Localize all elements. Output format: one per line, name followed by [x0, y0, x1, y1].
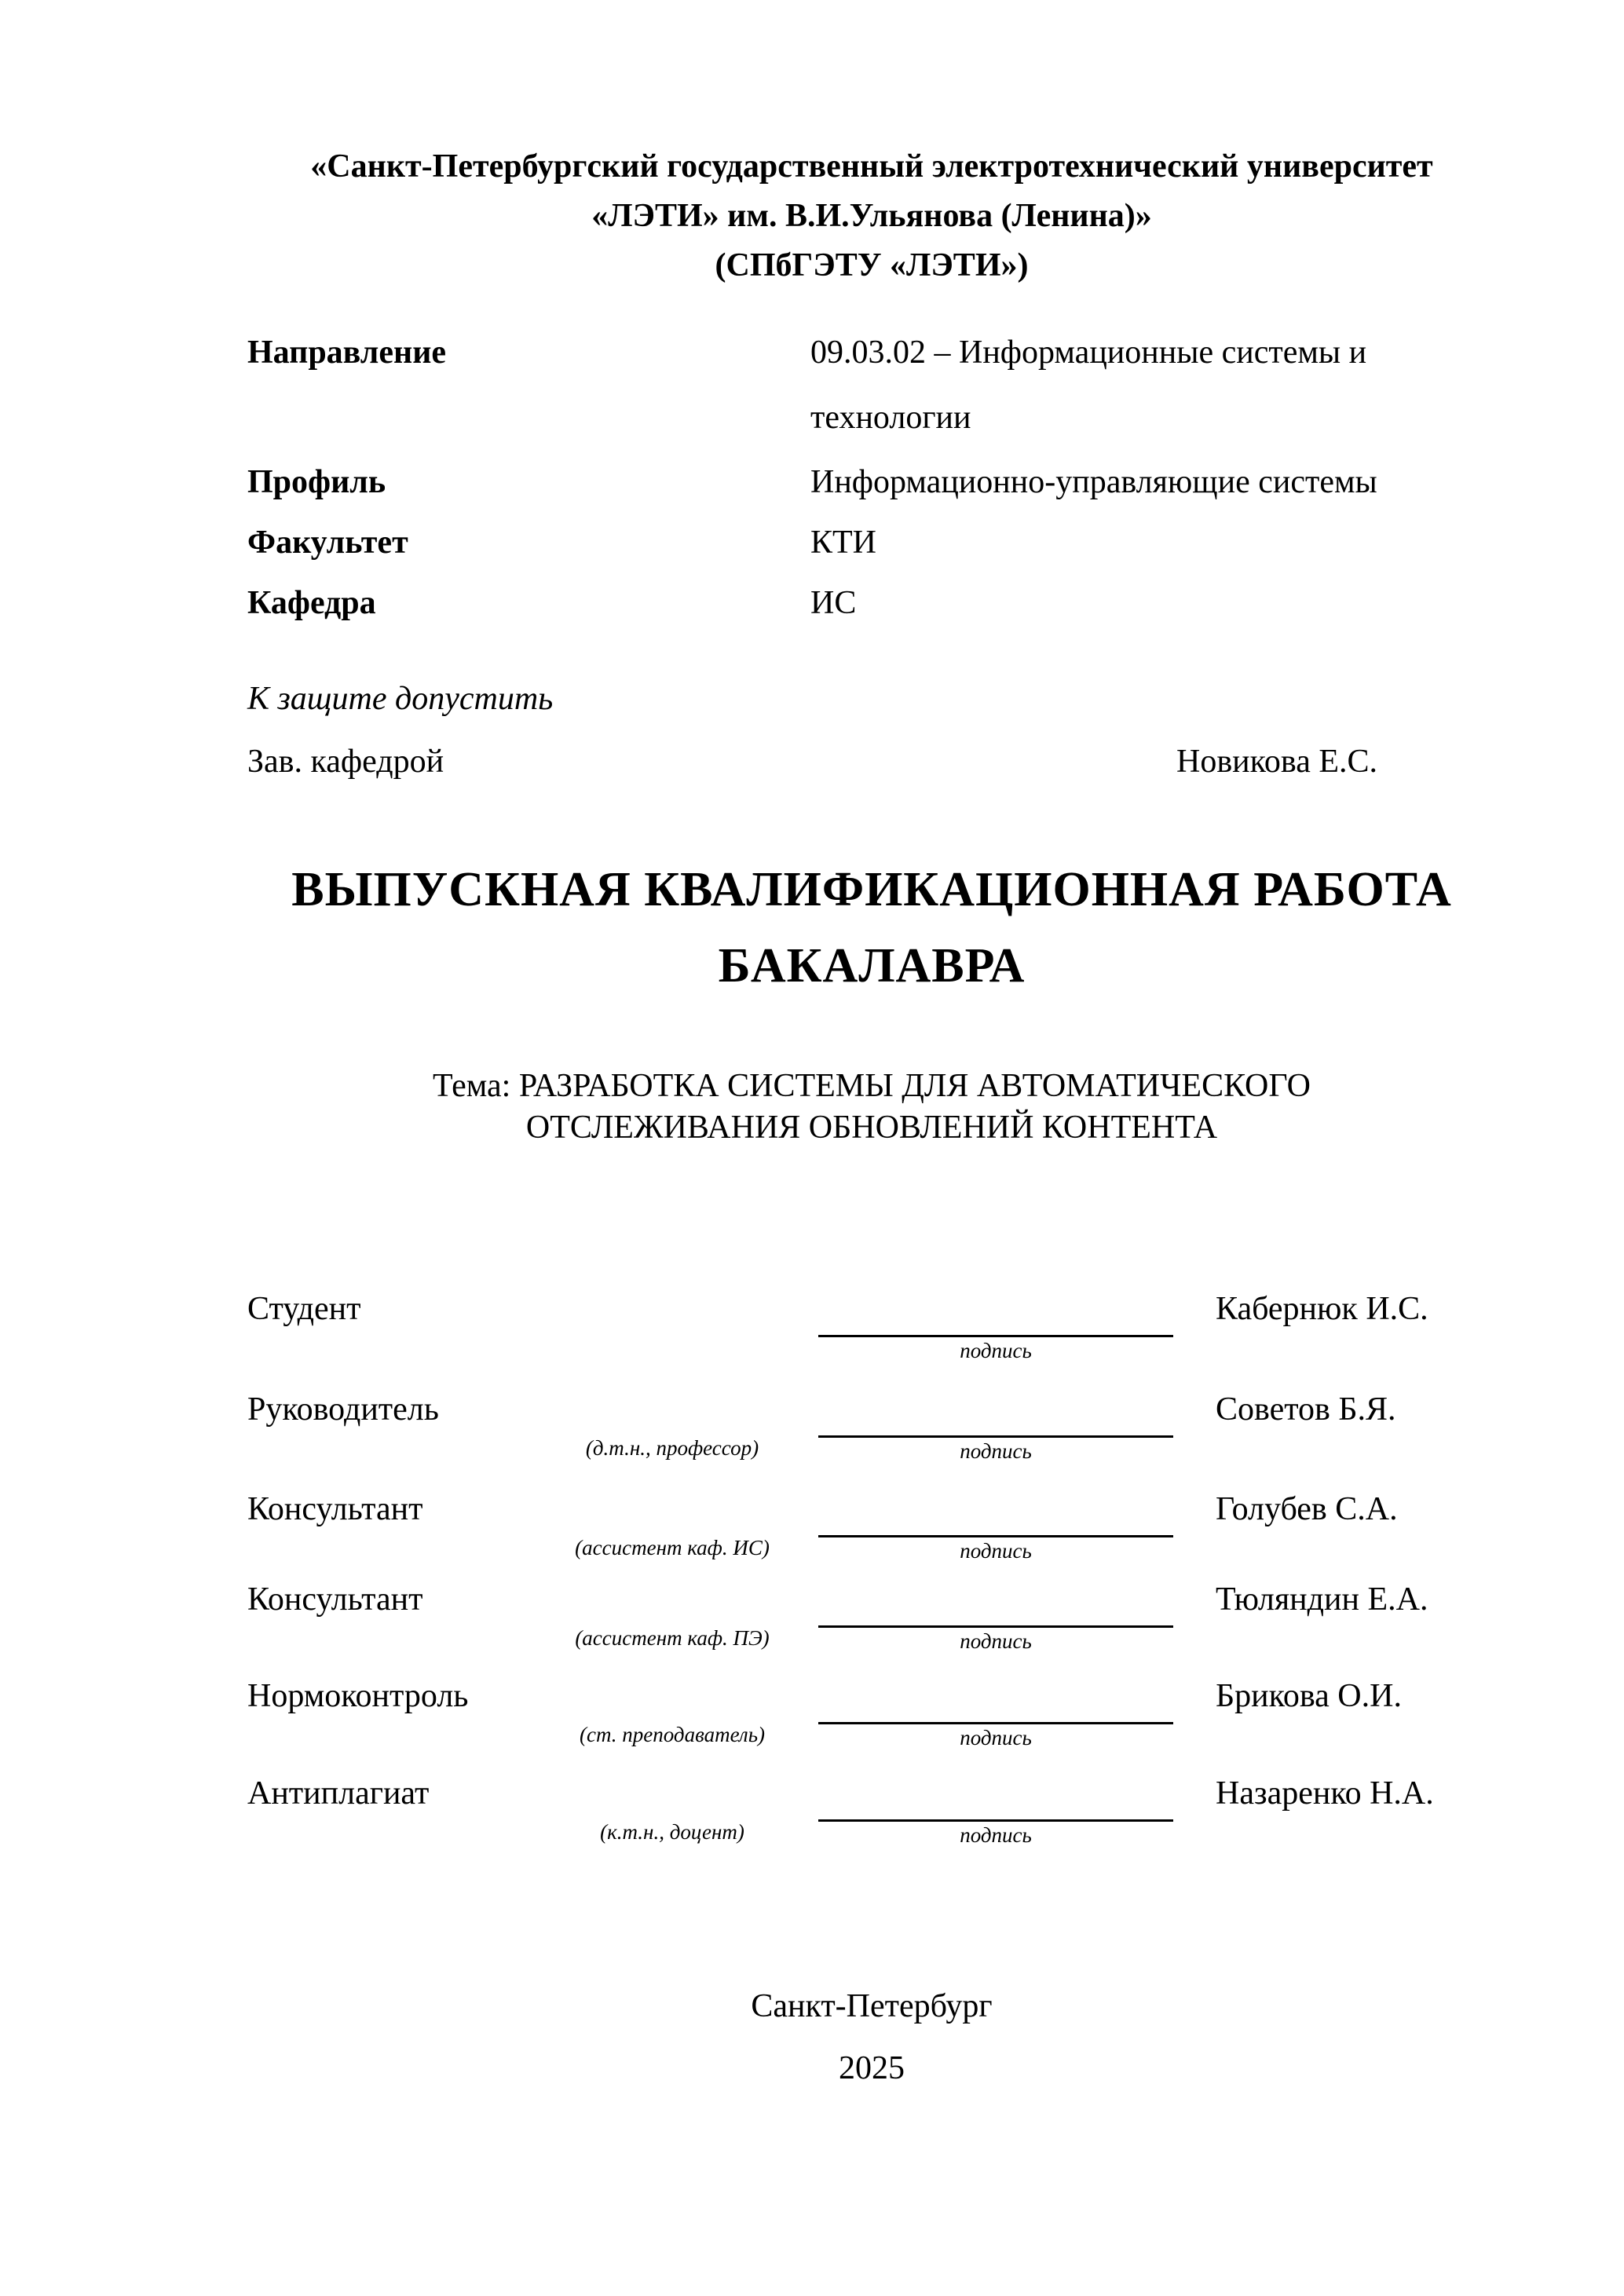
- signature-qualification: (д.т.н., профессор): [585, 1436, 759, 1460]
- signature-line: [818, 1391, 1173, 1438]
- signature-role: Руководитель: [247, 1391, 439, 1428]
- signature-row-norm-control: [247, 1677, 1508, 1778]
- signature-role: Студент: [247, 1291, 361, 1327]
- signature-name: Брикова О.И.: [1216, 1678, 1402, 1714]
- university-header-line-1: «Санкт-Петербургский государственный электротехнический университет: [310, 148, 1433, 185]
- signature-role: Консультант: [247, 1491, 423, 1527]
- signature-caption: подпись: [960, 1439, 1032, 1463]
- admission-position: Зав. кафедрой: [247, 744, 444, 780]
- field-row-profile: [247, 450, 1508, 515]
- field-value-faculty: КТИ: [810, 525, 876, 561]
- signature-caption: подпись: [960, 1726, 1032, 1749]
- field-label-department: Кафедра: [247, 585, 376, 621]
- signature-row-student: [247, 1290, 1508, 1391]
- footer-year: 2025: [839, 2050, 905, 2086]
- signature-line: [818, 1290, 1173, 1337]
- admission-name: Новикова Е.С.: [1176, 744, 1377, 780]
- signature-name: Голубев С.А.: [1216, 1491, 1398, 1527]
- admission-note: К защите допустить: [247, 681, 554, 717]
- signature-caption: подпись: [960, 1629, 1032, 1653]
- field-row-faculty: [247, 510, 1508, 576]
- field-label-profile: Профиль: [247, 464, 386, 500]
- university-header-line-2: «ЛЭТИ» им. В.И.Ульянова (Ленина)»: [591, 198, 1152, 234]
- topic-line-2: ОТСЛЕЖИВАНИЯ ОБНОВЛЕНИЙ КОНТЕНТА: [525, 1110, 1218, 1146]
- signature-role: Антиплагиат: [247, 1775, 430, 1812]
- field-label-direction: Направление: [247, 335, 447, 371]
- signature-role: Консультант: [247, 1581, 423, 1618]
- admission-row: [247, 743, 1508, 781]
- footer-city: Санкт-Петербург: [751, 1988, 993, 2024]
- signature-caption: подпись: [960, 1823, 1032, 1847]
- signature-name: Советов Б.Я.: [1216, 1391, 1396, 1428]
- signature-role: Нормоконтроль: [247, 1678, 469, 1714]
- signature-row-antiplagiarism: [247, 1775, 1508, 1875]
- signature-name: Назаренко Н.А.: [1216, 1775, 1434, 1812]
- field-row-direction: [247, 320, 1508, 451]
- signature-row-consultant-2: [247, 1581, 1508, 1681]
- field-row-department: [247, 571, 1508, 636]
- signature-qualification: (ассистент каф. ИС): [575, 1536, 770, 1559]
- signature-qualification: (ассистент каф. ПЭ): [575, 1626, 770, 1650]
- signature-name: Кабернюк И.С.: [1216, 1291, 1428, 1327]
- signature-qualification: (к.т.н., доцент): [600, 1820, 744, 1844]
- work-title-line-1: ВЫПУСКНАЯ КВАЛИФИКАЦИОННАЯ РАБОТА: [291, 863, 1452, 916]
- signature-row-supervisor: [247, 1391, 1508, 1491]
- signature-line: [818, 1490, 1173, 1537]
- signature-row-consultant-1: [247, 1490, 1508, 1591]
- signature-line: [818, 1775, 1173, 1822]
- signature-caption: подпись: [960, 1539, 1032, 1563]
- signature-line: [818, 1581, 1173, 1628]
- university-header-line-3: (СПбГЭТУ «ЛЭТИ»): [715, 247, 1029, 283]
- field-value-direction: 09.03.02 – Информационные системы и технологии: [810, 335, 1367, 436]
- university-header: [247, 142, 1496, 291]
- field-value-profile: Информационно-управляющие системы: [810, 464, 1377, 500]
- field-label-faculty: Факультет: [247, 525, 408, 561]
- topic: [247, 1066, 1496, 1149]
- signature-qualification: (ст. преподаватель): [580, 1723, 765, 1746]
- work-title-line-2: БАКАЛАВРА: [718, 939, 1026, 993]
- field-value-department: ИС: [810, 585, 857, 621]
- signature-line: [818, 1677, 1173, 1724]
- signature-name: Тюляндин Е.А.: [1216, 1581, 1428, 1618]
- signature-caption: подпись: [960, 1339, 1032, 1362]
- topic-line-1: Тема: РАЗРАБОТКА СИСТЕМЫ ДЛЯ АВТОМАТИЧЕСКОГО: [433, 1068, 1311, 1104]
